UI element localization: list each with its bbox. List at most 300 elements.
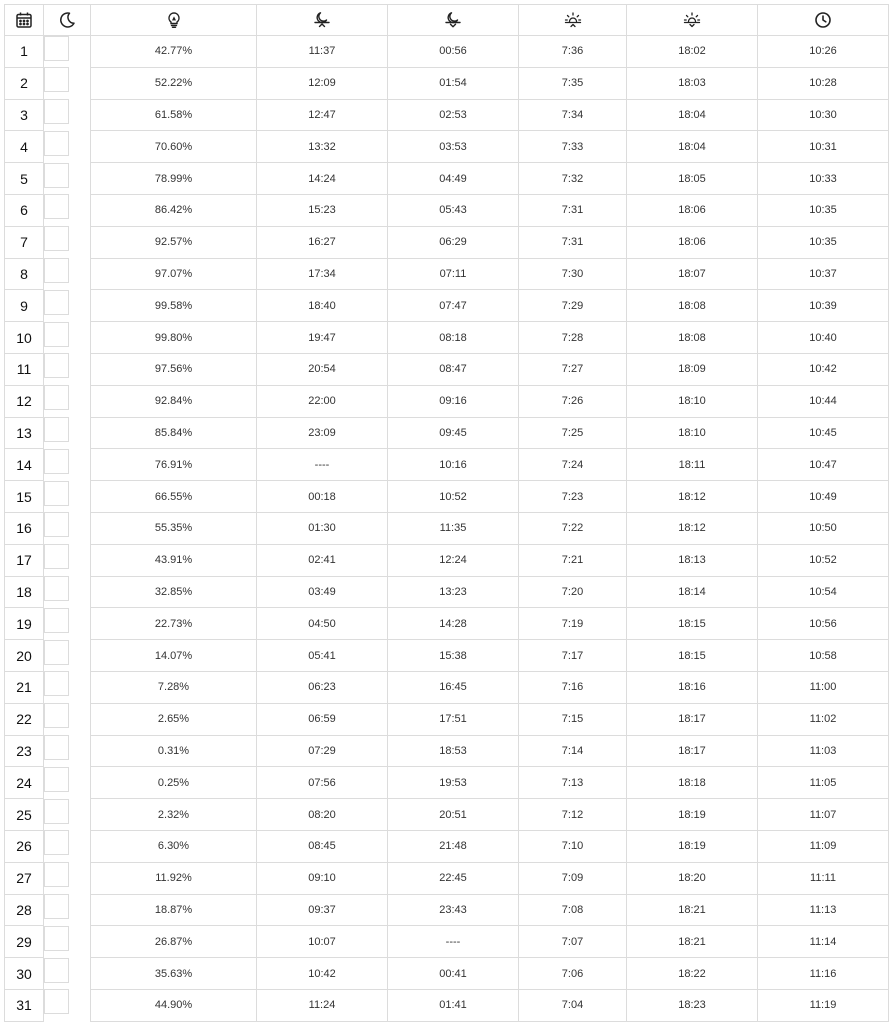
sunrise-cell: 7:15 [519,703,627,735]
day-cell: 12 [5,385,44,417]
moonset-cell: 07:11 [388,258,519,290]
day-cell: 16 [5,512,44,544]
moonrise-cell: 17:34 [257,258,388,290]
day-cell: 29 [5,926,44,958]
moonrise-icon [313,11,331,29]
moonset-cell: 03:53 [388,131,519,163]
illumination-cell: 6.30% [91,830,257,862]
sunrise-cell: 7:06 [519,958,627,990]
table-row [5,735,889,767]
day-length-cell: 10:56 [758,608,889,640]
table-row [5,608,889,640]
day-length-cell: 10:35 [758,226,889,258]
illumination-cell: 7.28% [91,671,257,703]
sunrise-cell: 7:36 [519,36,627,68]
moon-phase-icon [45,482,68,505]
moonrise-cell: 06:23 [257,671,388,703]
table-row [5,385,889,417]
moon-phase-cell [44,958,69,983]
moon-phase-cell [44,481,69,506]
header-phase [44,5,91,36]
moon-phase-cell [44,99,69,124]
moon-phase-cell [44,417,69,442]
sunset-cell: 18:13 [627,544,758,576]
moon-phase-icon [45,990,68,1013]
sunrise-cell: 7:31 [519,194,627,226]
sunrise-cell: 7:27 [519,353,627,385]
day-length-cell: 10:50 [758,512,889,544]
moon-phase-cell [44,862,69,887]
day-length-cell: 11:05 [758,767,889,799]
sunset-cell: 18:05 [627,163,758,195]
sunset-icon [683,11,701,29]
moon-phase-icon [45,68,68,91]
moon-phase-icon [58,11,76,29]
moonrise-cell: 07:56 [257,767,388,799]
sunset-cell: 18:21 [627,894,758,926]
moon-phase-cell [44,767,69,792]
sunrise-cell: 7:12 [519,799,627,831]
moonrise-cell: 19:47 [257,322,388,354]
moonset-cell: 01:41 [388,989,519,1021]
day-length-cell: 10:47 [758,449,889,481]
table-row [5,99,889,131]
day-cell: 30 [5,958,44,990]
sunset-cell: 18:20 [627,862,758,894]
table-row [5,163,889,195]
illumination-cell: 61.58% [91,99,257,131]
day-length-cell: 10:39 [758,290,889,322]
moonset-cell: 14:28 [388,608,519,640]
illumination-cell: 18.87% [91,894,257,926]
moon-phase-icon [45,736,68,759]
moon-phase-cell [44,671,69,696]
moonrise-cell: 09:37 [257,894,388,926]
day-length-cell: 10:40 [758,322,889,354]
moonset-cell: 08:47 [388,353,519,385]
illumination-cell: 2.65% [91,703,257,735]
illumination-cell: 0.31% [91,735,257,767]
sunrise-cell: 7:31 [519,226,627,258]
sunset-cell: 18:08 [627,290,758,322]
table-row [5,226,889,258]
illumination-cell: 14.07% [91,640,257,672]
day-length-cell: 10:37 [758,258,889,290]
moon-phase-cell [44,194,69,219]
header-sunrise [519,5,627,36]
sunrise-cell: 7:28 [519,322,627,354]
day-length-cell: 10:42 [758,353,889,385]
moon-phase-icon [45,513,68,536]
moonset-cell: 16:45 [388,671,519,703]
day-length-cell: 10:52 [758,544,889,576]
moon-phase-icon [45,164,68,187]
day-length-cell: 10:28 [758,67,889,99]
moonrise-cell: 23:09 [257,417,388,449]
day-cell: 25 [5,799,44,831]
sunrise-cell: 7:13 [519,767,627,799]
moon-phase-icon [45,418,68,441]
day-length-cell: 10:30 [758,99,889,131]
moonset-cell: 01:54 [388,67,519,99]
moonset-cell: 23:43 [388,894,519,926]
table-row [5,926,889,958]
sunrise-cell: 7:29 [519,290,627,322]
moon-phase-icon [45,577,68,600]
moon-phase-icon [45,354,68,377]
illumination-cell: 43.91% [91,544,257,576]
day-length-cell: 10:31 [758,131,889,163]
moon-phase-cell [44,703,69,728]
moonset-cell: 11:35 [388,512,519,544]
moonset-cell: 09:16 [388,385,519,417]
day-length-cell: 10:49 [758,481,889,513]
day-cell: 4 [5,131,44,163]
day-length-cell: 10:26 [758,36,889,68]
moon-phase-cell [44,163,69,188]
table-row [5,512,889,544]
day-cell: 24 [5,767,44,799]
moonset-cell: 08:18 [388,322,519,354]
day-cell: 5 [5,163,44,195]
sunrise-cell: 7:34 [519,99,627,131]
sunrise-cell: 7:22 [519,512,627,544]
moonrise-cell: 08:45 [257,830,388,862]
moon-phase-cell [44,353,69,378]
moon-phase-cell [44,989,69,1014]
header-row [5,5,889,36]
day-length-cell: 10:45 [758,417,889,449]
day-length-cell: 10:44 [758,385,889,417]
moonset-cell: 19:53 [388,767,519,799]
day-length-cell: 10:54 [758,576,889,608]
table-row [5,353,889,385]
header-illumination [91,5,257,36]
day-length-cell: 11:07 [758,799,889,831]
table-row [5,703,889,735]
moon-phase-icon [45,704,68,727]
moonrise-cell: 11:37 [257,36,388,68]
moon-phase-icon [45,768,68,791]
table-row [5,481,889,513]
table-row [5,830,889,862]
illumination-cell: 78.99% [91,163,257,195]
moonrise-cell: 10:42 [257,958,388,990]
header-sunset [627,5,758,36]
moonset-cell: 06:29 [388,226,519,258]
day-cell: 22 [5,703,44,735]
sunrise-cell: 7:14 [519,735,627,767]
moon-phase-icon [45,545,68,568]
sunrise-cell: 7:20 [519,576,627,608]
sunrise-cell: 7:04 [519,989,627,1021]
illumination-cell: 52.22% [91,67,257,99]
sunrise-cell: 7:35 [519,67,627,99]
sunset-cell: 18:04 [627,99,758,131]
moon-phase-cell [44,67,69,92]
moonset-cell: 10:52 [388,481,519,513]
day-length-cell: 10:33 [758,163,889,195]
sunrise-cell: 7:17 [519,640,627,672]
header-moonrise [257,5,388,36]
moon-phase-cell [44,608,69,633]
day-length-cell: 11:02 [758,703,889,735]
illumination-cell: 97.56% [91,353,257,385]
sunset-cell: 18:21 [627,926,758,958]
sunset-cell: 18:15 [627,640,758,672]
illumination-cell: 42.77% [91,36,257,68]
sunset-cell: 18:19 [627,830,758,862]
moon-phase-icon [45,323,68,346]
illumination-cell: 26.87% [91,926,257,958]
moonset-cell: ---- [388,926,519,958]
moon-phase-icon [45,895,68,918]
moonrise-cell: 18:40 [257,290,388,322]
illumination-cell: 92.84% [91,385,257,417]
moonrise-cell: 12:47 [257,99,388,131]
moonset-cell: 04:49 [388,163,519,195]
day-length-cell: 11:11 [758,862,889,894]
moonrise-cell: 06:59 [257,703,388,735]
moon-phase-cell [44,449,69,474]
moonrise-cell: 10:07 [257,926,388,958]
moonrise-cell: 05:41 [257,640,388,672]
table-row [5,958,889,990]
illumination-cell: 99.58% [91,290,257,322]
moonset-cell: 17:51 [388,703,519,735]
illumination-cell: 92.57% [91,226,257,258]
sunset-cell: 18:09 [627,353,758,385]
day-cell: 14 [5,449,44,481]
illumination-cell: 35.63% [91,958,257,990]
moon-phase-cell [44,640,69,665]
sunrise-cell: 7:30 [519,258,627,290]
moonrise-cell: 16:27 [257,226,388,258]
sunset-cell: 18:07 [627,258,758,290]
moonrise-cell: 15:23 [257,194,388,226]
table-row [5,67,889,99]
day-length-cell: 11:03 [758,735,889,767]
moonset-cell: 15:38 [388,640,519,672]
table-row [5,767,889,799]
table-body [5,36,889,1022]
illumination-cell: 44.90% [91,989,257,1021]
moon-phase-icon [45,132,68,155]
moon-phase-icon [45,800,68,823]
day-cell: 21 [5,671,44,703]
moonset-cell: 18:53 [388,735,519,767]
day-cell: 6 [5,194,44,226]
moon-phase-cell [44,131,69,156]
day-length-cell: 11:09 [758,830,889,862]
moonset-cell: 00:41 [388,958,519,990]
moonset-cell: 09:45 [388,417,519,449]
moon-phase-icon [45,37,68,60]
sunset-cell: 18:11 [627,449,758,481]
day-cell: 19 [5,608,44,640]
sunrise-cell: 7:19 [519,608,627,640]
moon-phase-icon [45,927,68,950]
moonrise-cell: 11:24 [257,989,388,1021]
day-length-cell: 10:35 [758,194,889,226]
table-row [5,799,889,831]
moon-phase-icon [45,959,68,982]
calendar-icon [15,11,33,29]
header-day-length [758,5,889,36]
moon-phase-icon [45,227,68,250]
table-row [5,576,889,608]
day-cell: 18 [5,576,44,608]
illumination-cell: 2.32% [91,799,257,831]
sunset-cell: 18:12 [627,481,758,513]
day-cell: 26 [5,830,44,862]
day-cell: 11 [5,353,44,385]
moonrise-cell: 09:10 [257,862,388,894]
moonrise-cell: 12:09 [257,67,388,99]
sunrise-cell: 7:23 [519,481,627,513]
moonrise-cell: 07:29 [257,735,388,767]
moonset-cell: 22:45 [388,862,519,894]
moon-phase-cell [44,512,69,537]
sunset-cell: 18:15 [627,608,758,640]
day-length-cell: 11:16 [758,958,889,990]
moon-phase-cell [44,385,69,410]
moonrise-cell: 13:32 [257,131,388,163]
sunrise-cell: 7:10 [519,830,627,862]
table-row [5,290,889,322]
moonset-cell: 20:51 [388,799,519,831]
moon-phase-cell [44,926,69,951]
table-row [5,322,889,354]
table-row [5,258,889,290]
day-cell: 8 [5,258,44,290]
illumination-cell: 0.25% [91,767,257,799]
header-day [5,5,44,36]
table-row [5,544,889,576]
moon-phase-icon [45,450,68,473]
moonset-cell: 12:24 [388,544,519,576]
sunset-cell: 18:17 [627,735,758,767]
sunset-cell: 18:10 [627,417,758,449]
moonrise-cell: 14:24 [257,163,388,195]
illumination-cell: 97.07% [91,258,257,290]
moon-phase-cell [44,322,69,347]
moonset-cell: 10:16 [388,449,519,481]
moonset-icon [444,11,462,29]
table-row [5,131,889,163]
sunset-cell: 18:06 [627,194,758,226]
moon-phase-icon [45,672,68,695]
sunset-cell: 18:17 [627,703,758,735]
sunrise-icon [564,11,582,29]
moon-phase-icon [45,831,68,854]
illumination-cell: 66.55% [91,481,257,513]
sunrise-cell: 7:09 [519,862,627,894]
day-length-cell: 11:13 [758,894,889,926]
illumination-cell: 22.73% [91,608,257,640]
table-row [5,640,889,672]
day-cell: 28 [5,894,44,926]
sunset-cell: 18:08 [627,322,758,354]
day-length-cell: 11:19 [758,989,889,1021]
day-length-cell: 11:00 [758,671,889,703]
moon-phase-cell [44,226,69,251]
moon-phase-icon [45,863,68,886]
sunrise-cell: 7:25 [519,417,627,449]
moon-phase-cell [44,258,69,283]
moon-calendar-table [4,4,889,1022]
table-row [5,862,889,894]
sunrise-cell: 7:32 [519,163,627,195]
sunset-cell: 18:19 [627,799,758,831]
moonset-cell: 05:43 [388,194,519,226]
moonrise-cell: ---- [257,449,388,481]
moon-phase-icon [45,100,68,123]
moonrise-cell: 00:18 [257,481,388,513]
illumination-cell: 85.84% [91,417,257,449]
sunset-cell: 18:16 [627,671,758,703]
sunset-cell: 18:10 [627,385,758,417]
day-cell: 10 [5,322,44,354]
illumination-cell: 32.85% [91,576,257,608]
table-row [5,417,889,449]
table-row [5,36,889,68]
sunrise-cell: 7:07 [519,926,627,958]
day-cell: 15 [5,481,44,513]
moonrise-cell: 02:41 [257,544,388,576]
day-cell: 9 [5,290,44,322]
day-cell: 13 [5,417,44,449]
sunset-cell: 18:18 [627,767,758,799]
sunrise-cell: 7:21 [519,544,627,576]
table-row [5,449,889,481]
moonrise-cell: 01:30 [257,512,388,544]
illumination-cell: 70.60% [91,131,257,163]
day-cell: 27 [5,862,44,894]
moon-phase-icon [45,609,68,632]
illumination-bulb-icon [165,11,183,29]
illumination-cell: 99.80% [91,322,257,354]
moonset-cell: 07:47 [388,290,519,322]
table-row [5,894,889,926]
sunset-cell: 18:22 [627,958,758,990]
day-cell: 7 [5,226,44,258]
moon-phase-icon [45,195,68,218]
day-cell: 17 [5,544,44,576]
moonrise-cell: 08:20 [257,799,388,831]
day-cell: 3 [5,99,44,131]
moonset-cell: 00:56 [388,36,519,68]
moon-phase-icon [45,259,68,282]
moon-phase-cell [44,36,69,61]
moonrise-cell: 20:54 [257,353,388,385]
sunrise-cell: 7:33 [519,131,627,163]
illumination-cell: 86.42% [91,194,257,226]
moonrise-cell: 22:00 [257,385,388,417]
sunrise-cell: 7:24 [519,449,627,481]
moonrise-cell: 03:49 [257,576,388,608]
illumination-cell: 55.35% [91,512,257,544]
table-row [5,989,889,1021]
table-row [5,194,889,226]
day-cell: 31 [5,989,44,1021]
table-row [5,671,889,703]
sunset-cell: 18:06 [627,226,758,258]
day-cell: 2 [5,67,44,99]
day-cell: 23 [5,735,44,767]
sunset-cell: 18:03 [627,67,758,99]
moon-calendar [4,4,889,1022]
